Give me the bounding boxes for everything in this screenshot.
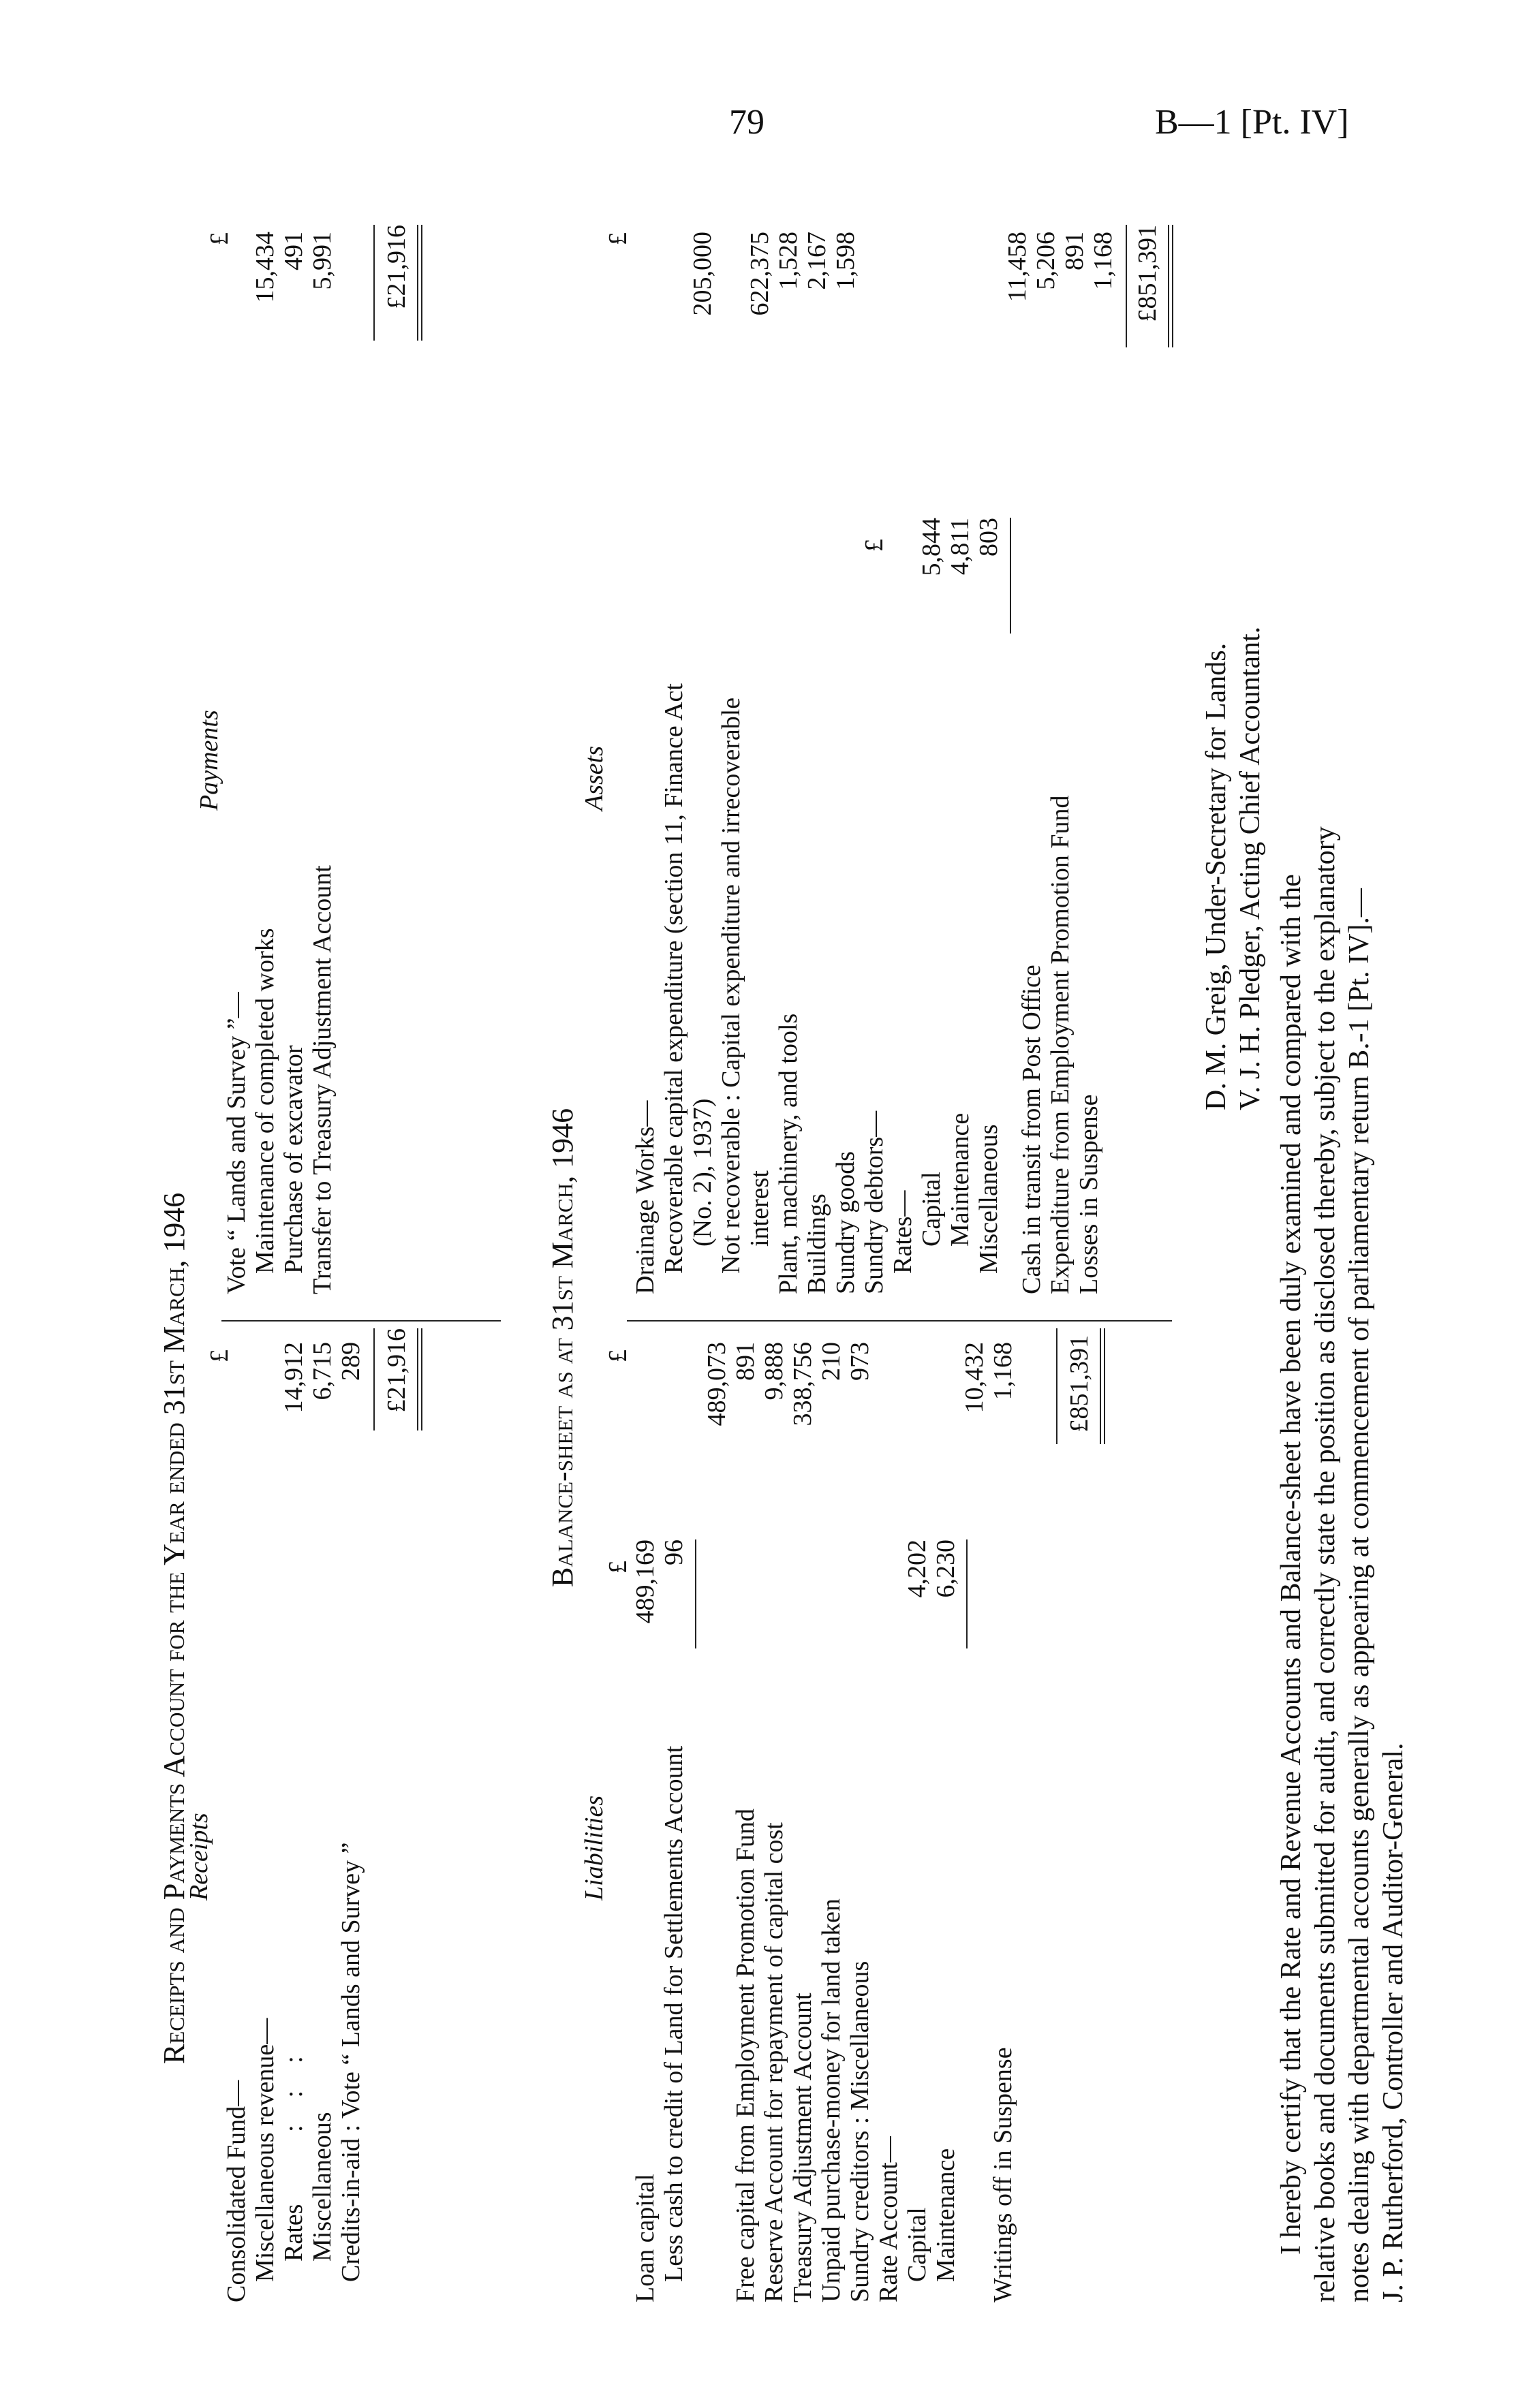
rp-title: Receipts and Payments Account for the Year ended 31st March, 1946 — [157, 1192, 191, 2064]
goods-label: Sundry goods — [831, 1151, 860, 1294]
debtors-label: Sundry debtors— — [860, 1110, 889, 1294]
notrecov-label: Not recoverable : Capital expenditure and irrecoverable — [717, 697, 745, 1274]
vote-lands: Vote “ Lands and Survey ”— — [222, 992, 251, 1294]
signature-greig: D. M. Greig, Under-Secretary for Lands. — [1201, 642, 1232, 1110]
rate-maint-label: Maintenance — [931, 2148, 960, 2282]
rates-label: Rates — [279, 2204, 308, 2262]
recov-label: Recoverable capital expenditure (section 11, Finance Act — [660, 683, 688, 1274]
losses-label: Losses in Suspense — [1075, 1094, 1103, 1294]
rates-label: Rates— — [889, 1190, 917, 1274]
rule — [966, 1539, 968, 1648]
assets-heading: Assets — [580, 746, 608, 811]
less-label: Less cash to credit of Land for Settlements Account — [660, 1745, 688, 2282]
rule — [1010, 518, 1011, 634]
rp-divider — [221, 1320, 501, 1322]
notrecov-label-2: interest — [745, 1170, 774, 1247]
expend-label: Expenditure from Employment Promotion Fund — [1046, 795, 1075, 1294]
sundry-label: Sundry creditors : Miscellaneous — [846, 1960, 874, 2302]
bs-currency-1: £ — [604, 1561, 632, 1574]
transfer-value: 5,991 — [308, 232, 337, 290]
goods-value: 1,598 — [831, 232, 860, 290]
reserve-label: Reserve Account for repayment of capital cost — [760, 1822, 788, 2302]
double-rule — [1168, 225, 1173, 347]
asset-capital-label: Capital — [917, 1172, 946, 1247]
double-rule — [417, 225, 422, 341]
bs-divider — [627, 1320, 1172, 1322]
rule — [1056, 1328, 1057, 1444]
liabilities-total: £851,391 — [1065, 1335, 1094, 1433]
rate-maint-value: 6,230 — [931, 1539, 960, 1598]
misc-revenue: Miscellaneous revenue— — [251, 2018, 279, 2282]
payments-total: £21,916 — [382, 225, 411, 309]
debtors-total: 11,458 — [1003, 232, 1032, 302]
asset-maint-value: 4,811 — [946, 518, 974, 576]
rate-capital-value: 4,202 — [903, 1539, 931, 1598]
rp-currency-left: £ — [205, 1349, 234, 1362]
buildings-value: 2,167 — [803, 232, 831, 290]
transfer-label: Transfer to Treasury Adjustment Account — [308, 865, 337, 1294]
cash-label: Cash in transit from Post Office — [1017, 965, 1046, 1294]
debtors-currency: £ — [860, 539, 889, 552]
loan-label: Loan capital — [631, 2174, 660, 2302]
buildings-label: Buildings — [803, 1193, 831, 1294]
losses-value: 1,168 — [1089, 232, 1117, 290]
asset-misc-label: Miscellaneous — [974, 1124, 1003, 1274]
purchase-label: Purchase of excavator — [279, 1045, 308, 1274]
page-reference: B—1 [Pt. IV] — [1155, 103, 1349, 142]
rates-value: 14,912 — [279, 1342, 308, 1413]
unpaid-label: Unpaid purchase-money for land taken — [817, 1898, 846, 2302]
treasury-value: 338,756 — [788, 1342, 817, 1426]
misc-value: 6,715 — [308, 1342, 337, 1401]
signature-pledger: V. J. H. Pledger, Acting Chief Accountant. — [1235, 626, 1266, 1110]
cash-value: 5,206 — [1032, 232, 1060, 290]
double-rule — [1100, 1328, 1105, 1444]
treasury-label: Treasury Adjustment Account — [788, 1992, 817, 2302]
plant-label: Plant, machinery, and tools — [774, 1013, 803, 1294]
rule — [373, 1328, 375, 1430]
unpaid-value: 210 — [817, 1342, 846, 1381]
receipts-heading: Receipts — [185, 1813, 213, 1901]
certificate-line-1: I hereby certify that the Rate and Revenue Accounts and Balance-sheet have been duly examined and compared with the — [1276, 874, 1307, 2255]
bs-currency-2: £ — [604, 1349, 632, 1362]
certificate-line-2: relative books and documents submitted for audit, and correctly state the position as disclosed thereby, subject to the explanatory — [1310, 826, 1341, 2302]
recov-value: 205,000 — [688, 232, 717, 316]
writings-value: 1,168 — [989, 1342, 1017, 1401]
rate-total-value: 10,432 — [960, 1342, 989, 1413]
receipts-total: £21,916 — [382, 1328, 411, 1413]
liabilities-heading: Liabilities — [580, 1795, 608, 1901]
rp-currency-right: £ — [205, 232, 234, 245]
loan-value: 489,169 — [631, 1539, 660, 1624]
asset-capital-value: 5,844 — [917, 518, 946, 576]
notrecov-value: 622,375 — [745, 232, 774, 316]
rule — [373, 225, 375, 341]
rate-account-label: Rate Account— — [874, 2136, 903, 2302]
purchase-value: 491 — [279, 232, 308, 270]
maint-label: Maintenance of completed works — [251, 928, 279, 1274]
maint-value: 15,434 — [251, 232, 279, 303]
free-label: Free capital from Employment Promotion Fund — [731, 1808, 760, 2302]
credits-value: 289 — [337, 1342, 365, 1381]
payments-heading: Payments — [195, 710, 223, 811]
drainage-label: Drainage Works— — [631, 1100, 660, 1294]
asset-misc-value: 803 — [974, 518, 1003, 557]
loan-net-value: 489,073 — [702, 1342, 731, 1426]
credits-label: Credits-in-aid : Vote “ Lands and Survey ” — [337, 1842, 365, 2282]
free-value: 891 — [731, 1342, 760, 1381]
reserve-value: 9,888 — [760, 1342, 788, 1401]
misc-label: Miscellaneous — [308, 2112, 337, 2262]
plant-value: 1,528 — [774, 232, 803, 290]
rotated-statement — [157, 170, 1438, 2336]
expend-value: 891 — [1060, 232, 1089, 270]
certificate-line-4: J. P. Rutherford, Controller and Auditor-General. — [1378, 1742, 1409, 2302]
writings-label: Writings off in Suspense — [989, 2047, 1017, 2302]
bs-currency-3: £ — [604, 232, 632, 245]
page-header — [0, 0, 1529, 163]
asset-maint-label: Maintenance — [946, 1112, 974, 1247]
consolidated-fund: Consolidated Fund— — [222, 2080, 251, 2302]
less-value: 96 — [660, 1539, 688, 1565]
rate-capital-label: Capital — [903, 2207, 931, 2282]
recov-label-2: (No. 2), 1937) — [688, 1098, 717, 1247]
rule — [695, 1539, 696, 1648]
sundry-value: 973 — [846, 1342, 874, 1381]
rule — [1126, 225, 1127, 347]
assets-total: £851,391 — [1133, 225, 1162, 322]
leader: ::: — [279, 2029, 308, 2132]
bs-title: Balance-sheet as at 31st March, 1946 — [546, 1108, 579, 1587]
certificate-line-3: notes dealing with departmental accounts generally as appearing at commencement of parliamentary return B.-1 [Pt. IV].— — [1344, 888, 1375, 2302]
double-rule — [417, 1328, 422, 1430]
page-number: 79 — [729, 103, 764, 142]
